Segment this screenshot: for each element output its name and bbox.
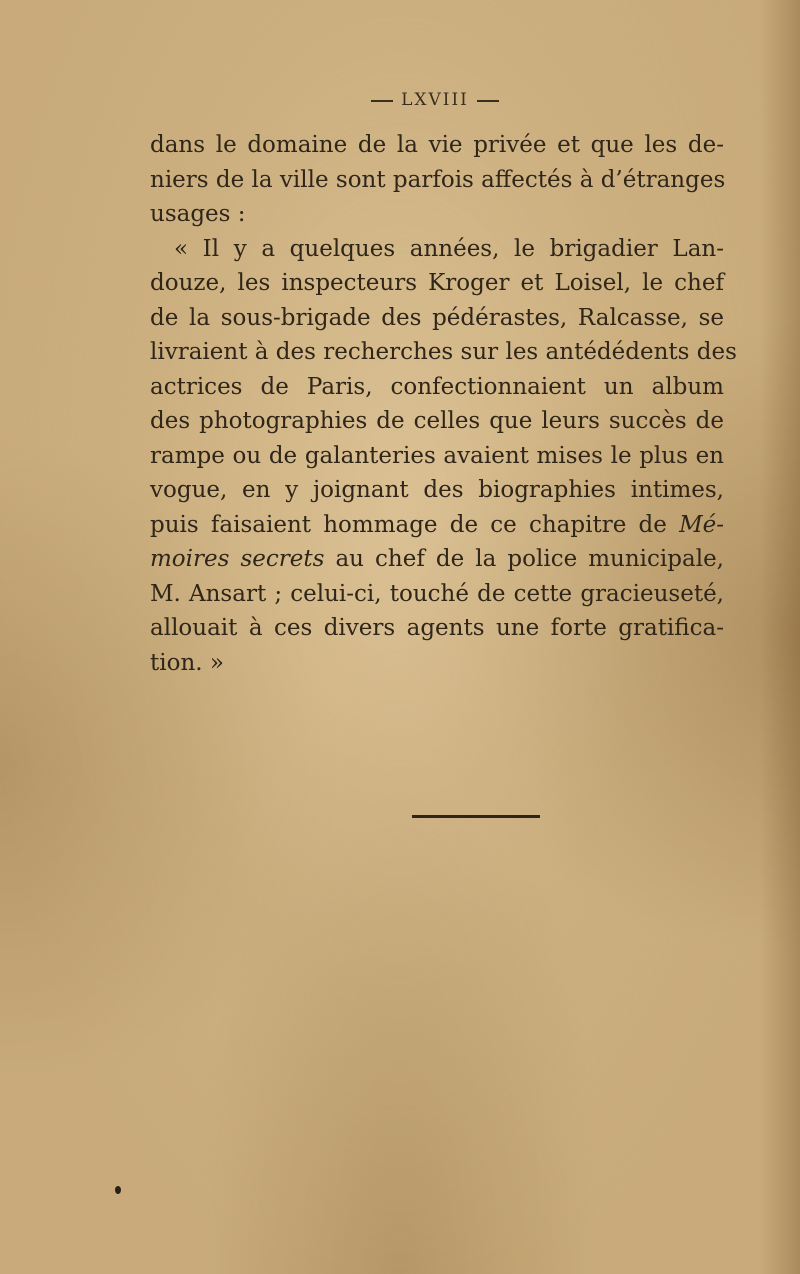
text-line-9: des photographies de celles que leurs succès de (150, 408, 724, 434)
text-line-5: douze, les inspecteurs Kroger et Loisel, le chef (150, 270, 724, 296)
text-line-4: « Il y a quelques années, le brigadier Lan- (174, 235, 724, 262)
text-line-12 (150, 508, 724, 543)
italic-title-end: moires secrets (150, 546, 325, 572)
text-line-12-start: puis faisaient hommage de ce chapitre de (150, 511, 680, 538)
page-folio: LXVIII (401, 90, 469, 110)
right-dash (477, 100, 499, 102)
text-line-10: rampe ou de galanteries avaient mises le plus en (150, 442, 724, 469)
text-line-7: livraient à des recherches sur les antédédents des (150, 339, 737, 365)
text-line-13 (150, 542, 724, 577)
body-text (150, 128, 737, 680)
text-line-1: dans le domaine de la vie privée et que les de- (150, 132, 724, 158)
text-line-2: niers de la ville sont parfois affectés à d’étranges (150, 166, 726, 193)
text-line-13-end: au chef de la police municipale, (324, 546, 724, 572)
text-line-15: allouait à ces divers agents une forte gratifica- (150, 615, 724, 641)
text-line-3: usages : (150, 201, 246, 227)
text-line-6: de la sous-brigade des pédérastes, Ralcasse, se (150, 304, 724, 331)
running-head (0, 90, 800, 110)
page-edge-shadow (760, 0, 800, 1274)
text-line-8: actrices de Paris, confectionnaient un album (150, 373, 724, 400)
end-rule (412, 815, 540, 818)
text-line-11: vogue, en y joignant des biographies intimes, (150, 477, 724, 503)
text-line-16: tion. » (150, 649, 224, 676)
left-dash (371, 100, 393, 102)
ink-speck (115, 1186, 121, 1194)
text-line-14: M. Ansart ; celui-ci, touché de cette gracieuseté, (150, 580, 724, 607)
italic-title-start: Mé- (679, 511, 724, 538)
